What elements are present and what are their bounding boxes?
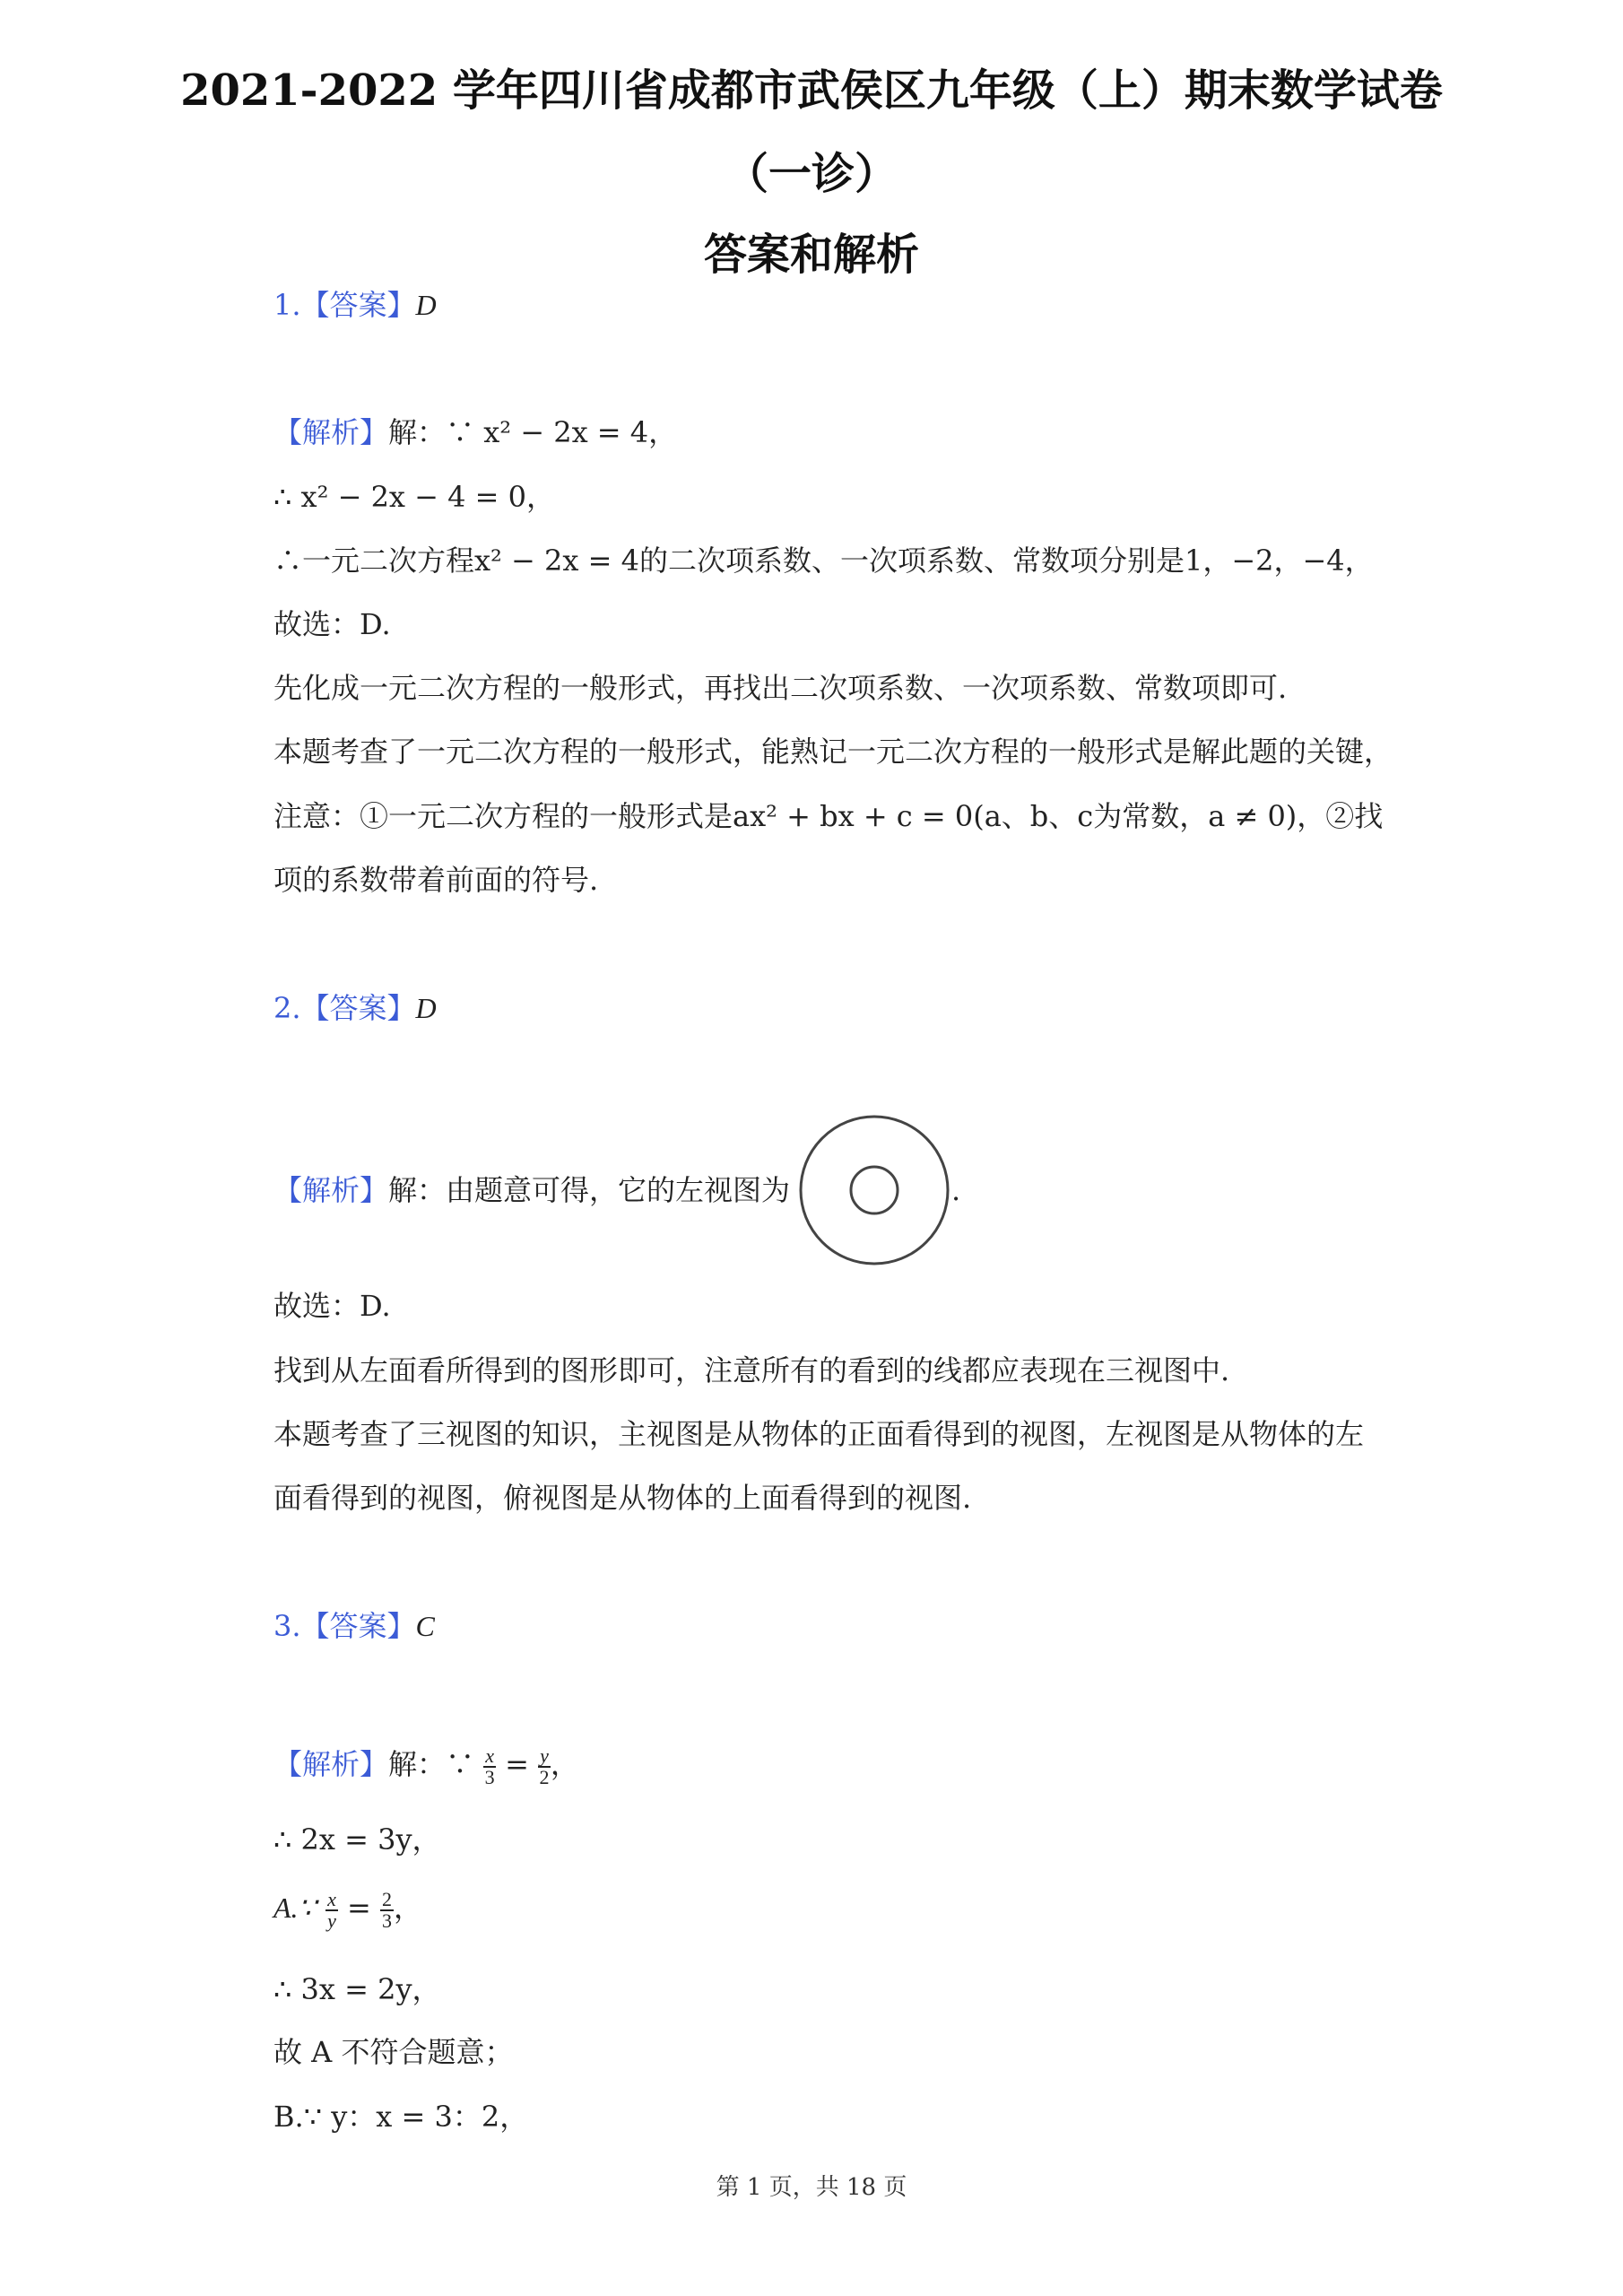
- q1-analysis-line-7: 注意：①一元二次方程的一般形式是ax² + bx + c = 0(a、b、c为常数，a ≠ 0)，②找: [273, 799, 1384, 833]
- fraction-2-over-3: $\frac{2}{3}$: [382, 1887, 392, 1932]
- q3-answer-tag: 【答案】: [300, 1609, 416, 1643]
- q1-analysis-line-3: ∴一元二次方程x² − 2x = 4的二次项系数、一次项系数、常数项分别是1，−2，−4，: [273, 544, 1374, 578]
- fraction-x-over-y: $\frac{x}{y}$: [327, 1887, 336, 1932]
- doc-section-title: 答案和解析: [703, 230, 919, 280]
- q1-answer-value: D: [415, 289, 437, 321]
- q2-analysis-tag: 【解析】: [273, 1173, 389, 1207]
- q1-analysis-text-1: 解：∵ x² − 2x = 4，: [388, 415, 678, 449]
- doc-subtitle: （一诊）: [725, 149, 898, 199]
- inner-circle: [851, 1167, 898, 1213]
- left-view-ring-figure: [798, 1114, 950, 1266]
- q1-answer-tag: 【答案】: [300, 288, 416, 322]
- q3-analysis-line-2: ∴ 2x = 3y，: [273, 1822, 441, 1857]
- q3-number: 3.: [273, 1609, 301, 1643]
- q3-because: 解：∵: [388, 1747, 475, 1781]
- q2-analysis-line-2: 故选：D.: [273, 1289, 391, 1323]
- q2-answer: [273, 988, 1430, 1028]
- doc-title: 2021-2022 学年四川省成都市武侯区九年级（上）期末数学试卷: [180, 65, 1443, 116]
- q2-analysis-text-1: 解：由题意可得，它的左视图为: [388, 1173, 791, 1207]
- q1-analysis-line-8: 项的系数带着前面的符号.: [273, 863, 599, 897]
- q3-analysis-line-5: 故 A 不符合题意；: [273, 2035, 514, 2069]
- q2-analysis-line-5: 面看得到的视图，俯视图是从物体的上面看得到的视图.: [273, 1481, 972, 1515]
- q1-analysis-line-6: 本题考查了一元二次方程的一般形式，能熟记一元二次方程的一般形式是解此题的关键，: [273, 735, 1393, 769]
- q3-analysis-line-4: ∴ 3x = 2y，: [273, 1972, 441, 2006]
- fraction-x-over-3: $\frac{x}{3}$: [484, 1744, 495, 1788]
- q3-analysis-tag: 【解析】: [273, 1747, 389, 1781]
- q2-period: .: [951, 1173, 961, 1207]
- q3-answer-value: C: [415, 1610, 435, 1642]
- q1-answer: [273, 285, 1430, 325]
- page-footer: 第 1 页，共 18 页: [716, 2174, 907, 2201]
- q3-analysis-line-6: B.∵ y：x = 3：2，: [273, 2100, 529, 2134]
- q1-analysis-tag: 【解析】: [273, 415, 389, 449]
- q1-analysis-line-2: ∴ x² − 2x − 4 = 0，: [273, 480, 556, 514]
- q2-analysis-line-3: 找到从左面看所得到的图形即可，注意所有的看到的线都应表现在三视图中.: [273, 1353, 1230, 1387]
- q1-number: 1.: [273, 288, 301, 322]
- q3-analysis-line-3: A.∵ $\frac{x}{y}$ = $\frac{2}{3}$ ，: [273, 1887, 423, 1932]
- q1-analysis-line-1: [273, 413, 1430, 452]
- q2-analysis-line-4: 本题考查了三视图的知识，主视图是从物体的正面看得到的视图，左视图是从物体的左: [273, 1417, 1365, 1451]
- q1-analysis-line-4: 故选：D.: [273, 607, 391, 641]
- q2-answer-value: D: [415, 992, 437, 1024]
- equals-sign: =: [495, 1747, 539, 1781]
- fraction-y-over-2: $\frac{y}{2}$: [539, 1744, 550, 1788]
- q2-number: 2.: [273, 991, 301, 1025]
- option-a-because: A.∵: [273, 1892, 317, 1924]
- q2-answer-tag: 【答案】: [300, 991, 416, 1025]
- q1-analysis-line-5: 先化成一元二次方程的一般形式，再找出二次项系数、一次项系数、常数项即可.: [273, 671, 1288, 705]
- outer-circle: [801, 1117, 948, 1264]
- q3-answer: [273, 1606, 1430, 1646]
- q3-analysis-line-1: 【解析】解：∵ $\frac{x}{3}$ = $\frac{y}{2}$ ，: [273, 1744, 579, 1788]
